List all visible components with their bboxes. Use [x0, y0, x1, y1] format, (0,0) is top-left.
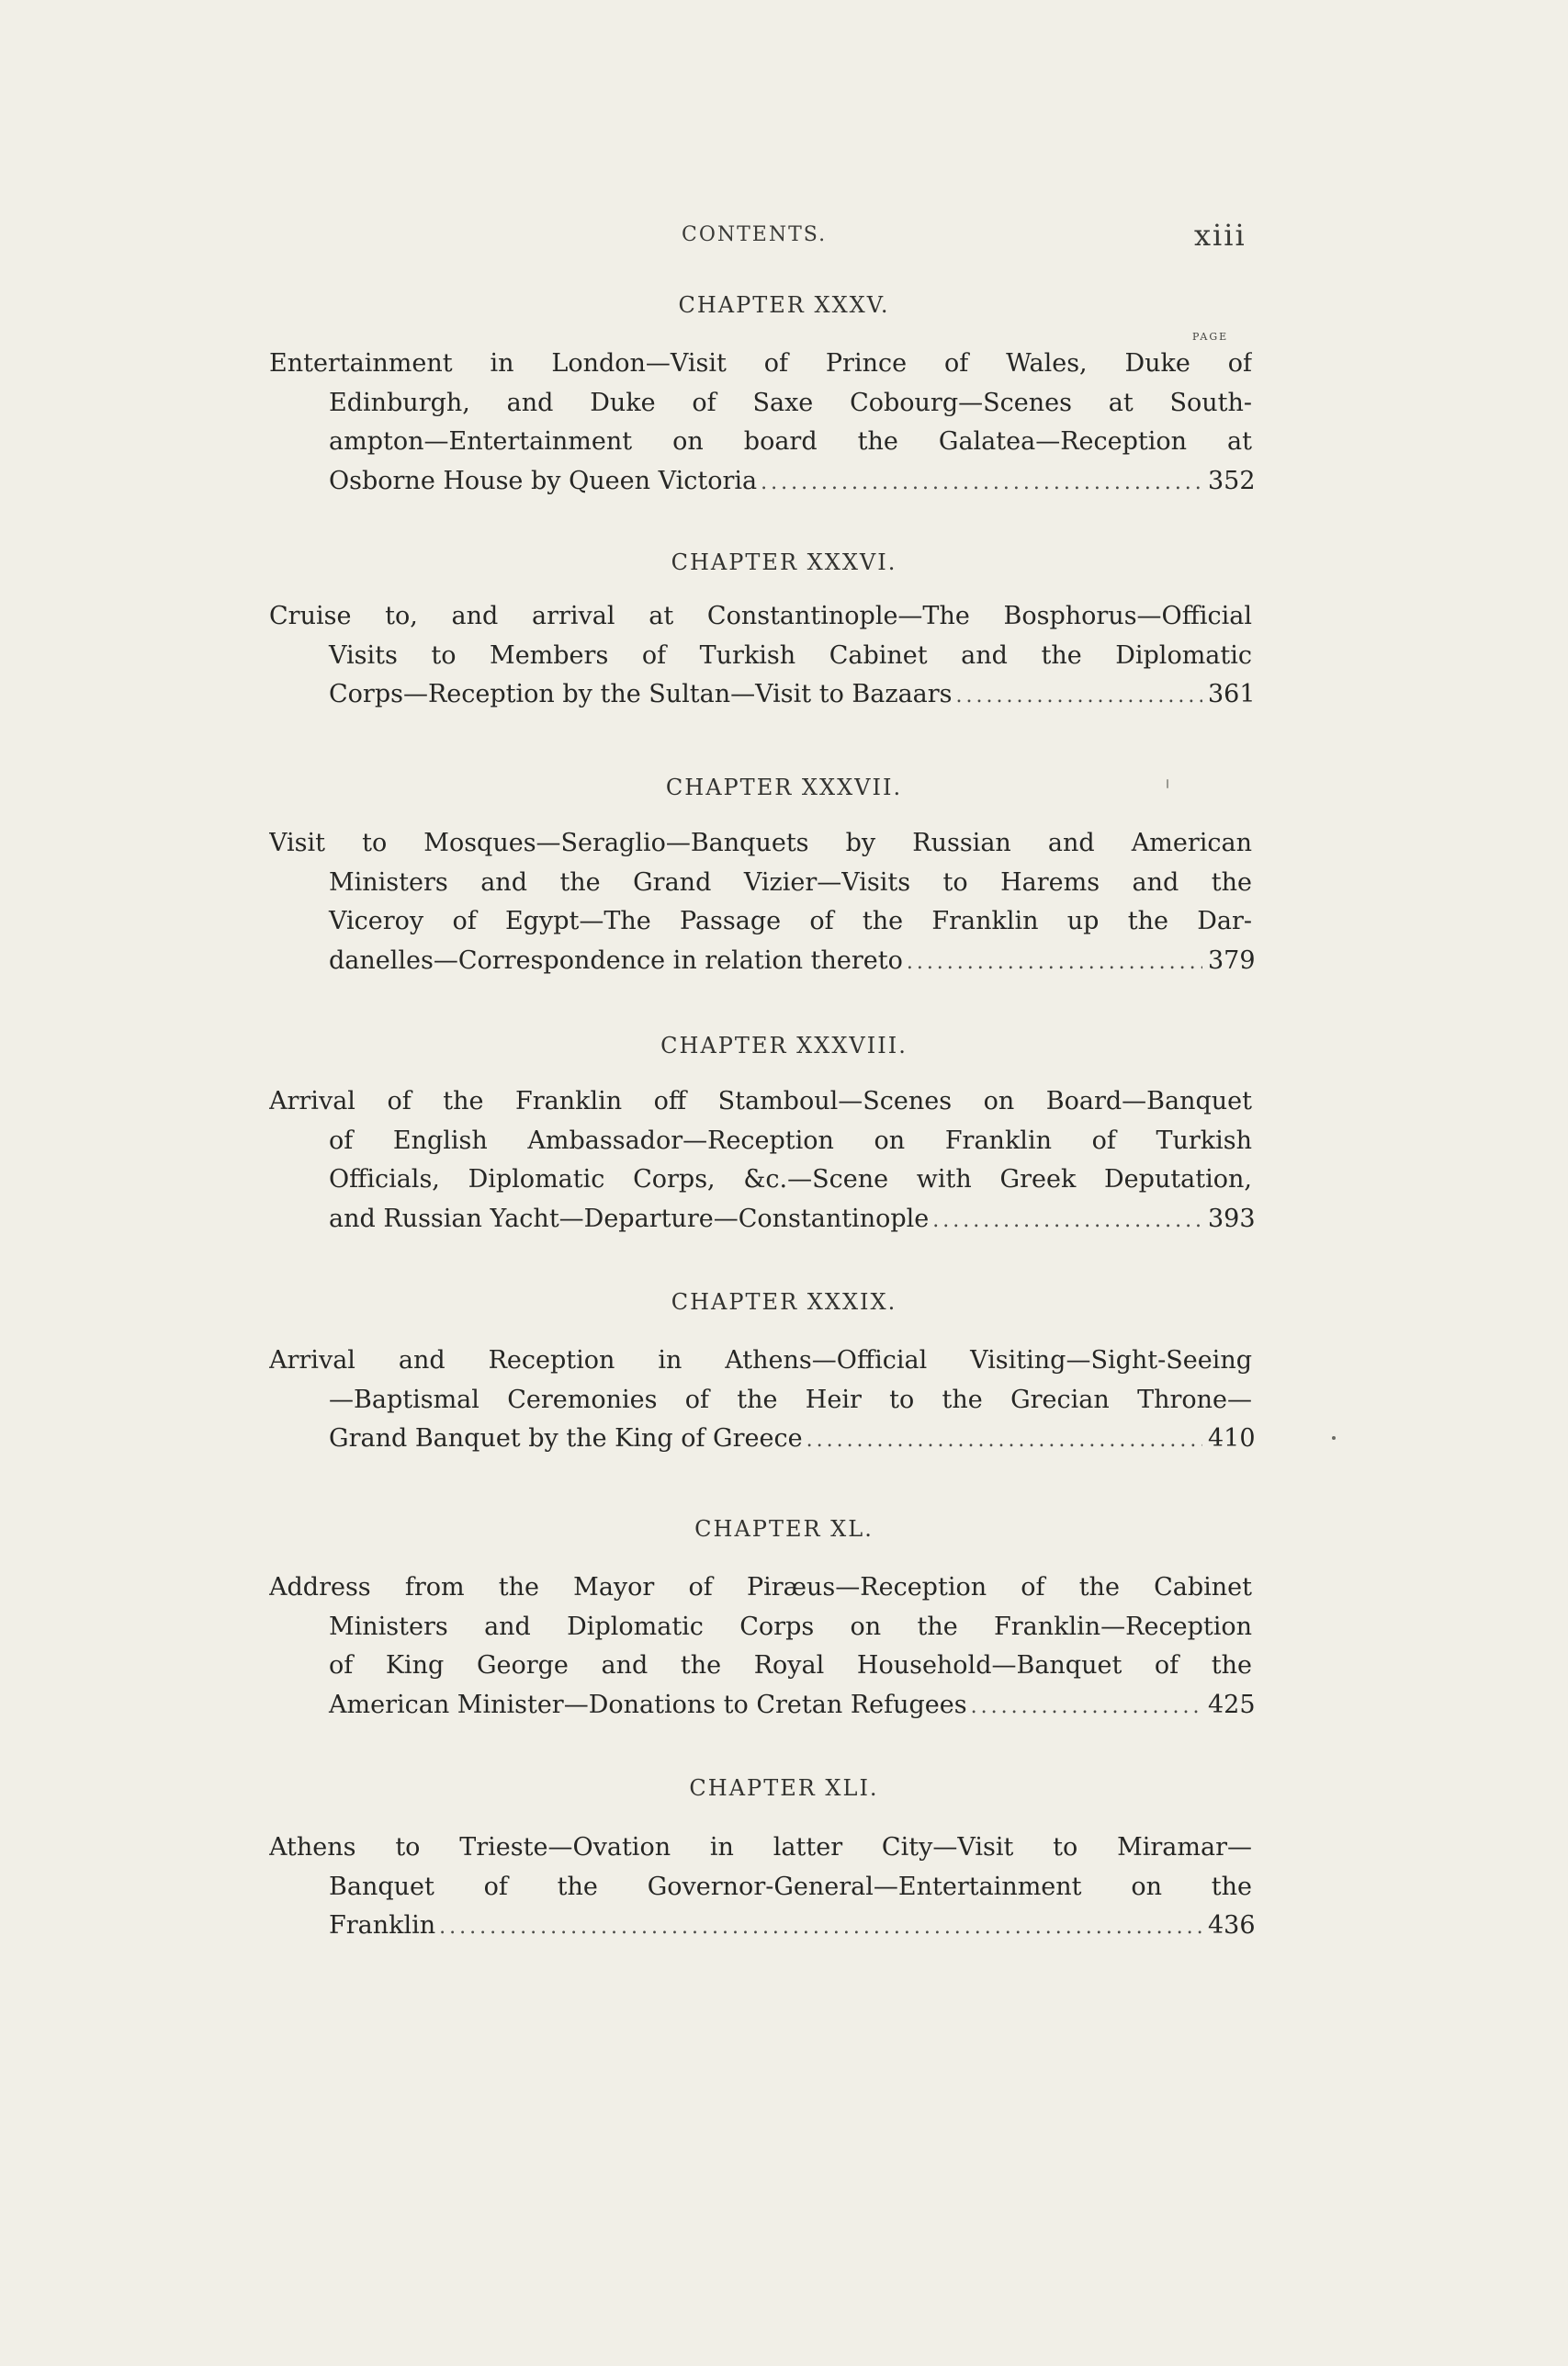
toc-entry-xl[interactable] [269, 1568, 1256, 1725]
toc-entry-xli[interactable] [269, 1828, 1256, 1946]
entry-last-line [269, 1686, 1256, 1726]
chapter-heading-xl: CHAPTER XL. [694, 1516, 874, 1542]
chapter-heading-xxxvi: CHAPTER XXXVI. [671, 549, 897, 575]
scan-speck [1332, 1436, 1336, 1440]
entry-line: Viceroy of Egypt—The Passage of the Franklin up the Dar- [329, 907, 1252, 935]
running-header [0, 218, 1568, 260]
entry-line: Athens to Trieste—Ovation in latter City—Visit to Miramar— [269, 1833, 1252, 1862]
entry-last-line [269, 462, 1256, 502]
chapter-heading-xxxv: CHAPTER XXXV. [678, 292, 890, 318]
dot-leader [907, 944, 1202, 983]
entry-line: Edinburgh, and Duke of Saxe Cobourg—Scenes at South- [329, 388, 1252, 417]
chapter-heading-xxxviii: CHAPTER XXXVIII. [660, 1033, 908, 1058]
dot-leader [932, 1202, 1202, 1241]
entry-page-number: 425 [1208, 1690, 1256, 1719]
entry-page-number: 410 [1208, 1424, 1256, 1453]
chapter-heading-xxxix: CHAPTER XXXIX. [671, 1289, 897, 1315]
entry-line: Address from the Mayor of Piræus—Reception of the Cabinet [269, 1573, 1252, 1602]
entry-page-number: 361 [1208, 680, 1256, 708]
entry-line: Visits to Members of Turkish Cabinet and the Diplomatic [329, 640, 1252, 670]
dot-leader [971, 1688, 1202, 1727]
entry-line: Corps—Reception by the Sultan—Visit to Bazaars [329, 680, 953, 708]
dot-leader [956, 677, 1202, 717]
entry-page-number: 379 [1208, 945, 1256, 975]
toc-entry-xxxviii[interactable] [269, 1082, 1256, 1239]
entry-line: Osborne House by Queen Victoria [329, 466, 758, 495]
entry-line: Officials, Diplomatic Corps, &c.—Scene with Greek Deputation, [329, 1165, 1252, 1194]
entry-line: Cruise to, and arrival at Constantinople—The Bosphorus—Official [269, 602, 1252, 630]
entry-line: Entertainment in London—Visit of Prince of Wales, Duke of [269, 349, 1252, 378]
entry-line: Grand Banquet by the King of Greece [329, 1424, 803, 1453]
entry-line: of English Ambassador—Reception on Franklin of Turkish [329, 1126, 1252, 1155]
entry-line: and Russian Yacht—Departure—Constantinople [329, 1204, 930, 1233]
toc-entry-xxxv[interactable] [269, 345, 1256, 501]
entry-line: Franklin [329, 1911, 436, 1940]
scan-speck [1167, 779, 1168, 788]
toc-entry-xxxix[interactable] [269, 1341, 1256, 1459]
entry-page-number: 436 [1208, 1911, 1256, 1940]
running-head-title: CONTENTS. [682, 223, 828, 246]
entry-line: danelles—Correspondence in relation thereto [329, 945, 903, 975]
chapter-heading-xxxvii: CHAPTER XXXVII. [665, 775, 903, 800]
entry-last-line [269, 1200, 1256, 1240]
entry-page-number: 393 [1208, 1204, 1256, 1233]
entry-line: Arrival and Reception in Athens—Official Visiting—Sight-Seeing [269, 1346, 1252, 1375]
entry-line: American Minister—Donations to Cretan Refugees [329, 1690, 967, 1719]
entry-line: ampton—Entertainment on board the Galatea—Reception at [329, 427, 1252, 456]
page-column-label: PAGE [1192, 331, 1229, 343]
entry-line: of King George and the Royal Household—Banquet of the [329, 1651, 1252, 1680]
entry-line: Visit to Mosques—Seraglio—Banquets by Russian and American [269, 829, 1252, 857]
entry-line: Ministers and Diplomatic Corps on the Franklin—Reception [329, 1612, 1252, 1641]
dot-leader [761, 464, 1202, 504]
page-number: xiii [1194, 218, 1247, 253]
entry-line: Banquet of the Governor-General—Entertainment on the [329, 1872, 1252, 1901]
entry-line: —Baptismal Ceremonies of the Heir to the Grecian Throne— [329, 1385, 1252, 1414]
entry-page-number: 352 [1208, 466, 1256, 495]
entry-last-line [269, 942, 1256, 981]
dot-leader [439, 1908, 1202, 1948]
entry-last-line [269, 1907, 1256, 1946]
entry-line: Ministers and the Grand Vizier—Visits to Harems and the [329, 867, 1252, 897]
toc-entry-xxxvii[interactable] [269, 824, 1256, 980]
entry-line: Arrival of the Franklin off Stamboul—Scenes on Board—Banquet [269, 1087, 1252, 1115]
entry-last-line [269, 675, 1256, 715]
entry-last-line [269, 1420, 1256, 1459]
toc-entry-xxxvi[interactable] [269, 597, 1256, 715]
dot-leader [807, 1421, 1202, 1461]
chapter-heading-xli: CHAPTER XLI. [689, 1775, 879, 1801]
